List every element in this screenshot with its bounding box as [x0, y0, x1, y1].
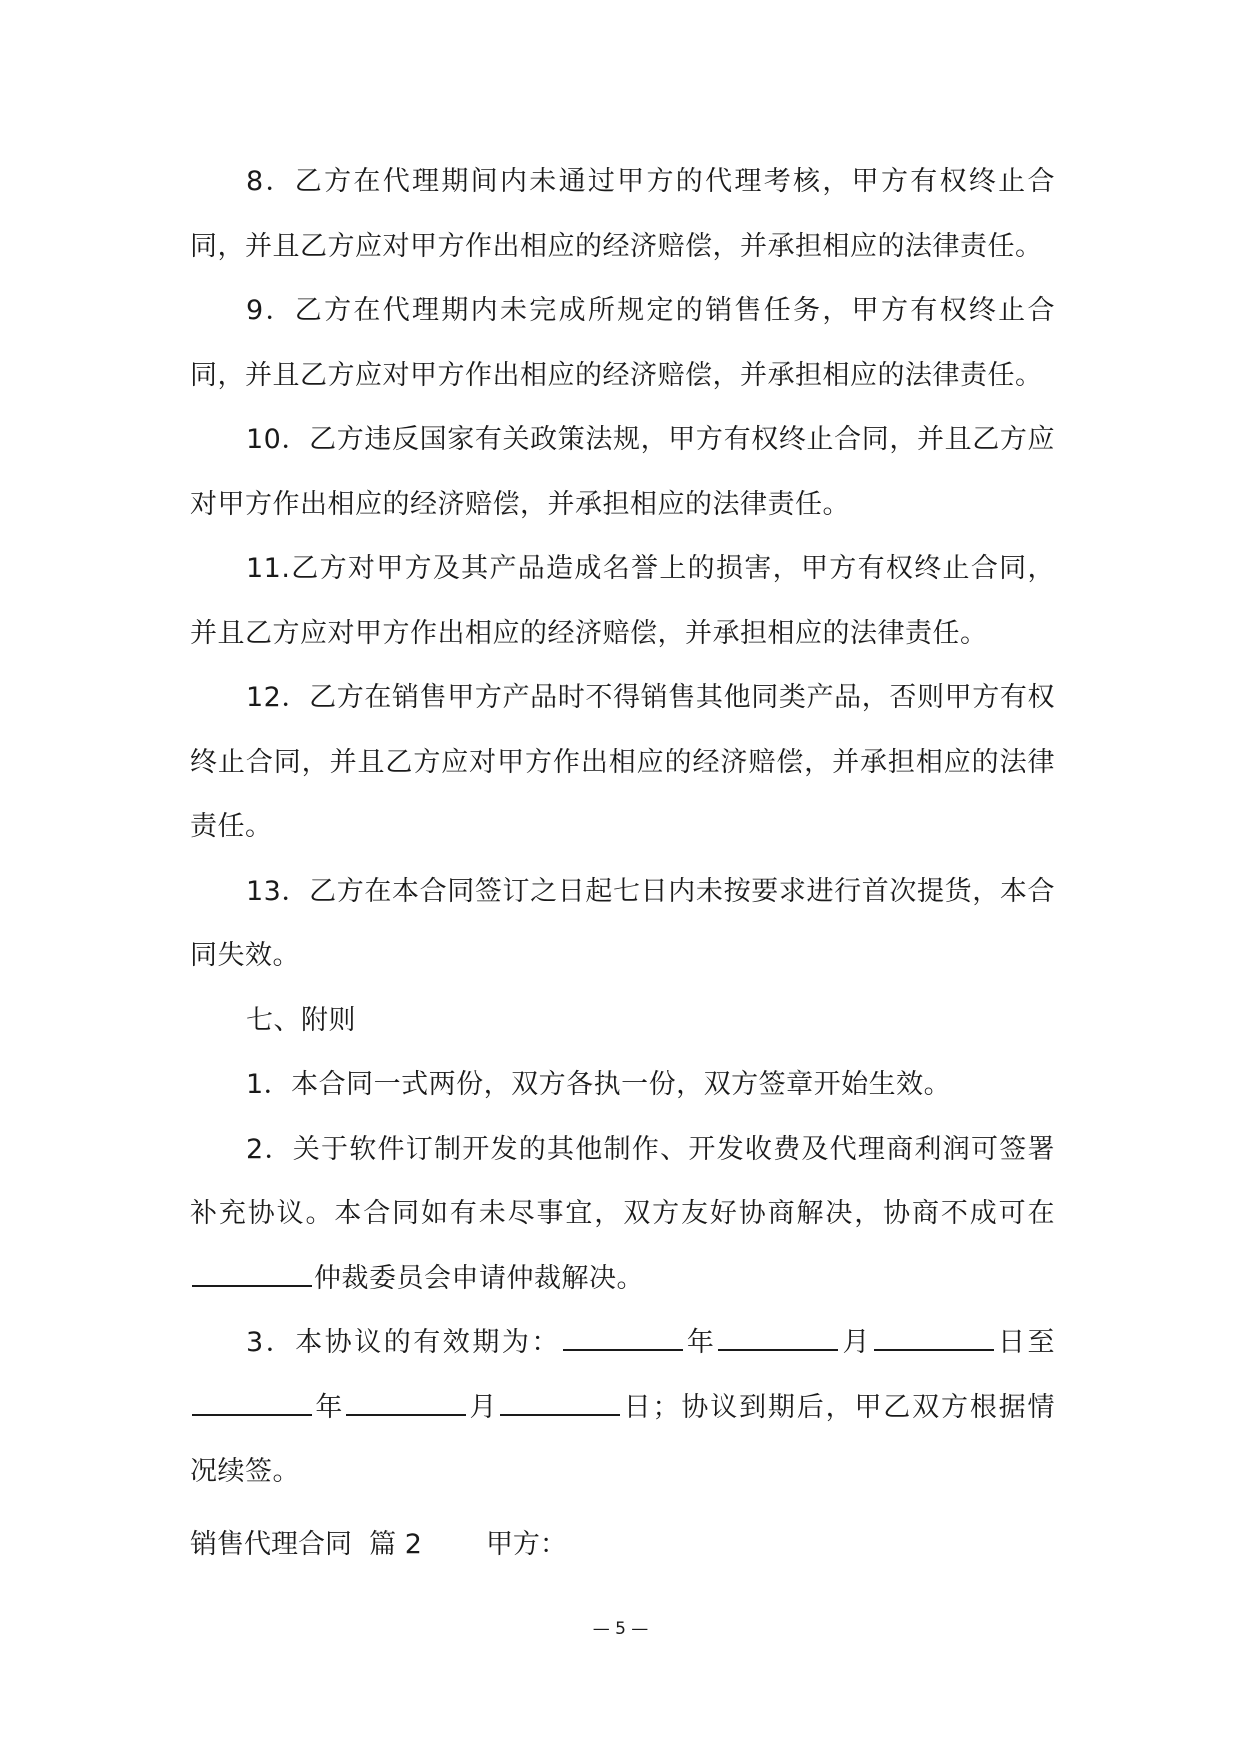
- month-label: 月: [840, 1327, 872, 1358]
- clause-12: 12．乙方在销售甲方产品时不得销售其他同类产品，否则甲方有权终止合同，并且乙方应对甲方作出相应的经济赔偿，并承担相应的法律责任。: [190, 682, 1055, 842]
- arbitration-blank: [192, 1284, 312, 1287]
- supplementary-clause-1: 1．本合同一式两份，双方各执一份，双方签章开始生效。: [246, 1069, 952, 1100]
- start-month-blank: [718, 1348, 838, 1351]
- section-heading-supplementary: 七、附则: [246, 1004, 356, 1036]
- end-day-blank: [500, 1413, 620, 1416]
- end-year-blank: [192, 1413, 312, 1416]
- day-end-label: 日；协议到期后，甲乙双方根据情况续签。: [190, 1391, 1056, 1487]
- supplementary-clause-3: [190, 1311, 1055, 1505]
- clause-11: 11.乙方对甲方及其产品造成名誉上的损害，甲方有权终止合同，并且乙方应对甲方作出相应的经济赔偿，并承担相应的法律责任。: [190, 553, 1055, 649]
- clause-10: 10．乙方违反国家有关政策法规，甲方有权终止合同，并且乙方应对甲方作出相应的经济赔偿，并承担相应的法律责任。: [190, 424, 1055, 520]
- page-number: — 5 —: [592, 1619, 649, 1639]
- end-month-blank: [346, 1413, 466, 1416]
- year-label: 年: [684, 1327, 717, 1358]
- clause-13: 13．乙方在本合同签订之日起七日内未按要求进行首次提货，本合同失效。: [190, 875, 1055, 971]
- clause-8: 8．乙方在代理期间内未通过甲方的代理考核，甲方有权终止合同，并且乙方应对甲方作出相应的经济赔偿，并承担相应的法律责任。: [190, 166, 1055, 262]
- start-day-blank: [874, 1348, 994, 1351]
- start-year-blank: [563, 1348, 683, 1351]
- clause-3-prefix: 3．本协议的有效期为：: [246, 1327, 561, 1358]
- supplementary-clause-2: [190, 1118, 1055, 1312]
- next-contract-heading: [190, 1525, 567, 1565]
- clause-2-text-end: 仲裁委员会申请仲裁解决。: [314, 1262, 644, 1294]
- party-a-label: 甲方：: [485, 1529, 567, 1560]
- month-label: 月: [468, 1391, 499, 1423]
- day-to-label: 日至: [995, 1327, 1056, 1358]
- clause-9: 9．乙方在代理期内未完成所规定的销售任务，甲方有权终止合同，并且乙方应对甲方作出相应的经济赔偿，并承担相应的法律责任。: [190, 295, 1055, 391]
- year-label: 年: [314, 1391, 345, 1423]
- document-body: [190, 150, 1055, 1505]
- clause-2-text: 2．关于软件订制开发的其他制作、开发收费及代理商利润可签署补充协议。本合同如有未尽事宜，双方友好协商解决，协商不成可在: [190, 1133, 1055, 1229]
- contract-title: 销售代理合同 篇 2: [190, 1529, 422, 1560]
